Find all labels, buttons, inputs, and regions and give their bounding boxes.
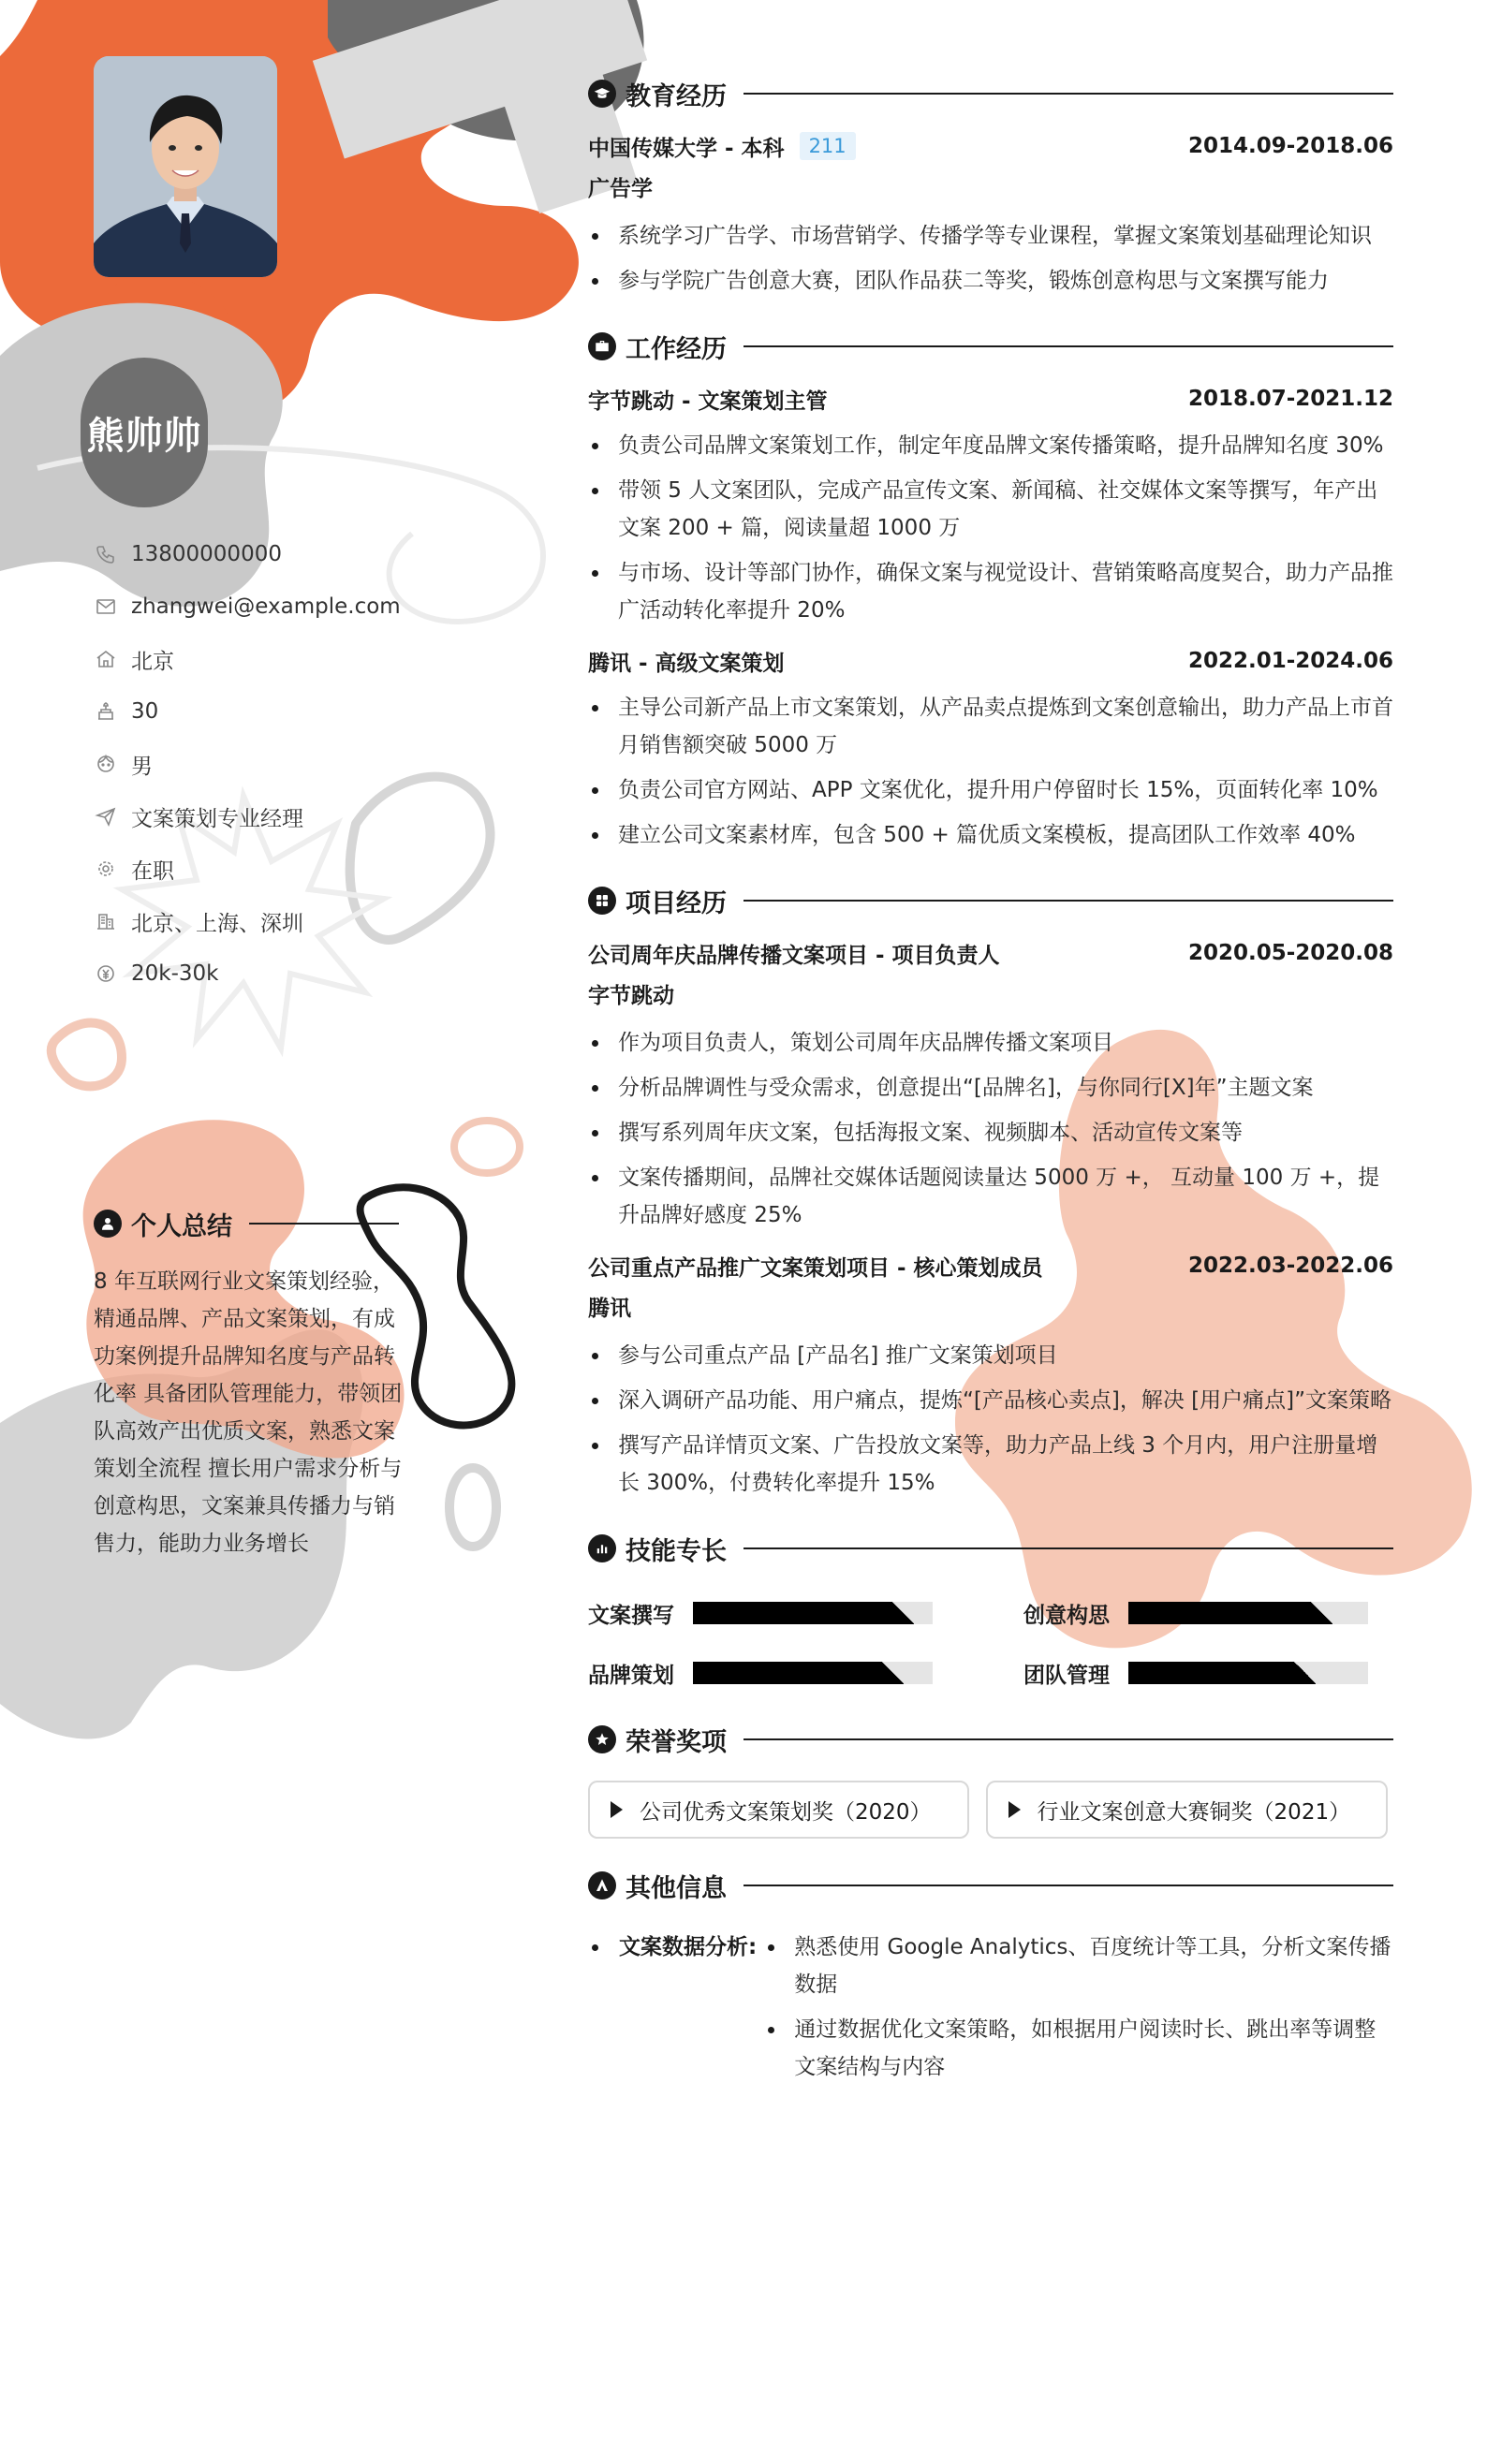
contact-position — [94, 790, 468, 843]
list-item: 分析品牌调性与受众需求，创意提出“[品牌名]，与你同行[X]年”主题文案 — [588, 1069, 1393, 1107]
skill-item — [588, 1593, 958, 1633]
contact-cities — [94, 895, 468, 947]
list-item: 负责公司品牌文案策划工作，制定年度品牌文案传播策略，提升品牌知名度 30% — [588, 427, 1393, 464]
email-icon — [94, 594, 118, 619]
bar-chart-icon — [588, 1534, 616, 1562]
entry-header — [588, 1247, 1393, 1284]
contact-phone — [94, 528, 468, 580]
avatar-illustration — [94, 56, 277, 277]
skill-item — [1023, 1653, 1393, 1693]
contact-salary-value: 20k-30k — [131, 961, 219, 986]
candidate-name: 熊帅帅 — [81, 358, 208, 507]
section-divider — [744, 900, 1393, 902]
bullet-list — [588, 689, 1393, 854]
list-item: 带领 5 人文案团队，完成产品宣传文案、新闻稿、社交媒体文案等撰写，年产出文案 200 + 篇，阅读量超 1000 万 — [588, 472, 1393, 547]
contact-phone-value: 13800000000 — [131, 542, 282, 566]
skill-level-fill — [1128, 1662, 1316, 1684]
skill-level-fill — [693, 1602, 914, 1624]
project-entry — [588, 1247, 1393, 1502]
contact-email-value: zhangwei@example.com — [131, 594, 401, 619]
salary-icon — [94, 961, 118, 986]
contact-salary — [94, 947, 468, 1000]
contact-gender-value: 男 — [131, 754, 153, 779]
skill-bar — [1128, 1602, 1368, 1624]
contact-list — [94, 528, 468, 1000]
contact-status — [94, 843, 468, 895]
summary-section — [94, 1203, 403, 1562]
education-section — [588, 73, 1393, 300]
home-icon — [94, 647, 118, 671]
skill-bar — [1128, 1662, 1368, 1684]
play-icon — [611, 1801, 623, 1818]
awards-title: 荣誉奖项 — [626, 1727, 727, 1757]
age-icon — [94, 699, 118, 724]
education-entry — [588, 127, 1393, 300]
project-company: 字节跳动 — [588, 984, 674, 1008]
contact-email — [94, 580, 468, 633]
entry-header — [588, 127, 1393, 165]
contact-location-value: 北京 — [131, 649, 174, 674]
project-entry — [588, 934, 1393, 1234]
entry-heading: 腾讯 - 高级文案策划 — [588, 651, 785, 676]
skill-item — [588, 1653, 958, 1693]
briefcase-icon — [588, 332, 616, 360]
list-item: 撰写系列周年庆文案，包括海报文案、视频脚本、活动宣传文案等 — [588, 1114, 1393, 1151]
list-item: 参与学院广告创意大赛，团队作品获二等奖，锻炼创意构思与文案撰写能力 — [588, 262, 1393, 300]
list-item: 主导公司新产品上市文案策划，从产品卖点提炼到文案创意输出，助力产品上市首月销售额突破 5000 万 — [588, 689, 1393, 764]
awards-list — [588, 1781, 1393, 1839]
skills-grid — [588, 1593, 1393, 1693]
work-header — [588, 326, 1393, 367]
bullet-list — [588, 427, 1393, 629]
list-item: 负责公司官方网站、APP 文案优化，提升用户停留时长 15%，页面转化率 10% — [588, 771, 1393, 809]
list-item: 通过数据优化文案策略，如根据用户阅读时长、跳出率等调整文案结构与内容 — [764, 2011, 1393, 2086]
gender-icon — [94, 752, 118, 776]
list-item: 撰写产品详情页文案、广告投放文案等，助力产品上线 3 个月内，用户注册量增长 300%，付费转化率提升 15% — [588, 1427, 1393, 1502]
entry-header — [588, 934, 1393, 972]
main-column — [588, 73, 1393, 2119]
entry-heading: 公司重点产品推广文案策划项目 - 核心策划成员 — [588, 1255, 1043, 1281]
skill-item — [1023, 1593, 1393, 1633]
skills-title: 技能专长 — [626, 1536, 727, 1566]
section-divider — [744, 1738, 1393, 1740]
contact-status-value: 在职 — [131, 858, 174, 884]
skill-name: 品牌策划 — [588, 1663, 674, 1688]
contact-cities-value: 北京、上海、深圳 — [131, 911, 303, 936]
contact-location — [94, 633, 468, 685]
section-divider — [744, 1547, 1393, 1549]
list-item: 与市场、设计等部门协作，确保文案与视觉设计、营销策略高度契合，助力产品推广活动转化率提升 20% — [588, 554, 1393, 629]
other-entry — [588, 1929, 1393, 2093]
skill-bar — [693, 1602, 933, 1624]
entry-heading: 字节跳动 - 文案策划主管 — [588, 389, 828, 414]
list-item: 文案传播期间，品牌社交媒体话题阅读量达 5000 万 +， 互动量 100 万 +，提升品牌好感度 25% — [588, 1159, 1393, 1234]
contact-age — [94, 685, 468, 738]
bullet-dot — [592, 1944, 598, 1951]
award-label: 行业文案创意大赛铜奖（2021） — [1037, 1799, 1351, 1825]
graduation-cap-icon — [588, 80, 616, 108]
skill-name: 团队管理 — [1023, 1663, 1110, 1688]
section-divider — [744, 345, 1393, 347]
work-entry — [588, 380, 1393, 629]
awards-header — [588, 1719, 1393, 1760]
section-divider — [744, 93, 1393, 95]
entry-header — [588, 642, 1393, 680]
work-title: 工作经历 — [626, 334, 727, 364]
list-item: 参与公司重点产品 [产品名] 推广文案策划项目 — [588, 1337, 1393, 1374]
bullet-list — [764, 1929, 1393, 2093]
other-header — [588, 1865, 1393, 1906]
profile-photo — [94, 56, 277, 277]
list-item: 深入调研产品功能、用户痛点，提炼“[产品核心卖点]，解决 [用户痛点]”文案策略 — [588, 1382, 1393, 1419]
user-icon — [94, 1210, 122, 1238]
city-icon — [94, 909, 118, 933]
entry-left — [588, 131, 856, 162]
school-tag: 211 — [800, 132, 856, 160]
summary-header — [94, 1203, 403, 1244]
skills-header — [588, 1528, 1393, 1569]
award-chip — [986, 1781, 1389, 1839]
entry-date: 2018.07-2021.12 — [1187, 387, 1393, 411]
info-icon — [588, 1871, 616, 1899]
contact-age-value: 30 — [131, 699, 159, 724]
award-label: 公司优秀文案策划奖（2020） — [640, 1799, 932, 1825]
awards-section — [588, 1719, 1393, 1839]
grid-icon — [588, 887, 616, 915]
skill-name: 创意构思 — [1023, 1603, 1110, 1628]
education-header — [588, 73, 1393, 114]
entry-date: 2022.01-2024.06 — [1187, 649, 1393, 673]
entry-date: 2014.09-2018.06 — [1187, 134, 1393, 158]
send-icon — [94, 804, 118, 829]
project-company: 腾讯 — [588, 1297, 631, 1321]
status-icon — [94, 857, 118, 881]
list-item: 系统学习广告学、市场营销学、传播学等专业课程，掌握文案策划基础理论知识 — [588, 217, 1393, 255]
contact-gender — [94, 738, 468, 790]
other-section — [588, 1865, 1393, 2093]
projects-section — [588, 880, 1393, 1502]
contact-position-value: 文案策划专业经理 — [131, 806, 303, 831]
skill-name: 文案撰写 — [588, 1603, 674, 1628]
bullet-list — [588, 1337, 1393, 1502]
list-item: 熟悉使用 Google Analytics、百度统计等工具，分析文案传播数据 — [764, 1929, 1393, 2003]
skill-level-fill — [693, 1662, 904, 1684]
other-title: 其他信息 — [626, 1873, 727, 1903]
work-section — [588, 326, 1393, 854]
projects-header — [588, 880, 1393, 921]
list-item: 作为项目负责人，策划公司周年庆品牌传播文案项目 — [588, 1024, 1393, 1062]
award-chip — [588, 1781, 969, 1839]
other-label: 文案数据分析: — [619, 1935, 758, 1959]
phone-icon — [94, 542, 118, 566]
bullet-list — [588, 217, 1393, 300]
bullet-list — [588, 1024, 1393, 1234]
major: 广告学 — [588, 177, 653, 201]
play-icon — [1009, 1801, 1021, 1818]
summary-title: 个人总结 — [131, 1211, 232, 1241]
skill-bar — [693, 1662, 933, 1684]
education-title: 教育经历 — [626, 81, 727, 111]
work-entry — [588, 642, 1393, 854]
entry-header — [588, 380, 1393, 418]
section-divider — [744, 1885, 1393, 1886]
skill-level-fill — [1128, 1602, 1332, 1624]
list-item: 建立公司文案素材库，包含 500 + 篇优质文案模板，提高团队工作效率 40% — [588, 816, 1393, 854]
summary-text: 8 年互联网行业文案策划经验，精通品牌、产品文案策划，有成功案例提升品牌知名度与产品转化率 具备团队管理能力，带领团队高效产出优质文案，熟悉文案策划全流程 擅长用户需求分析与创意构思，文案兼具传播力与销售力，能助力业务增长 — [94, 1269, 403, 1556]
award-icon — [588, 1725, 616, 1753]
school-name: 中国传媒大学 - 本科 — [588, 136, 785, 161]
section-divider — [249, 1223, 399, 1225]
projects-title: 项目经历 — [626, 888, 727, 918]
entry-date: 2020.05-2020.08 — [1187, 941, 1393, 965]
entry-heading: 公司周年庆品牌传播文案项目 - 项目负责人 — [588, 943, 1000, 968]
skills-section — [588, 1528, 1393, 1693]
entry-date: 2022.03-2022.06 — [1187, 1254, 1393, 1278]
